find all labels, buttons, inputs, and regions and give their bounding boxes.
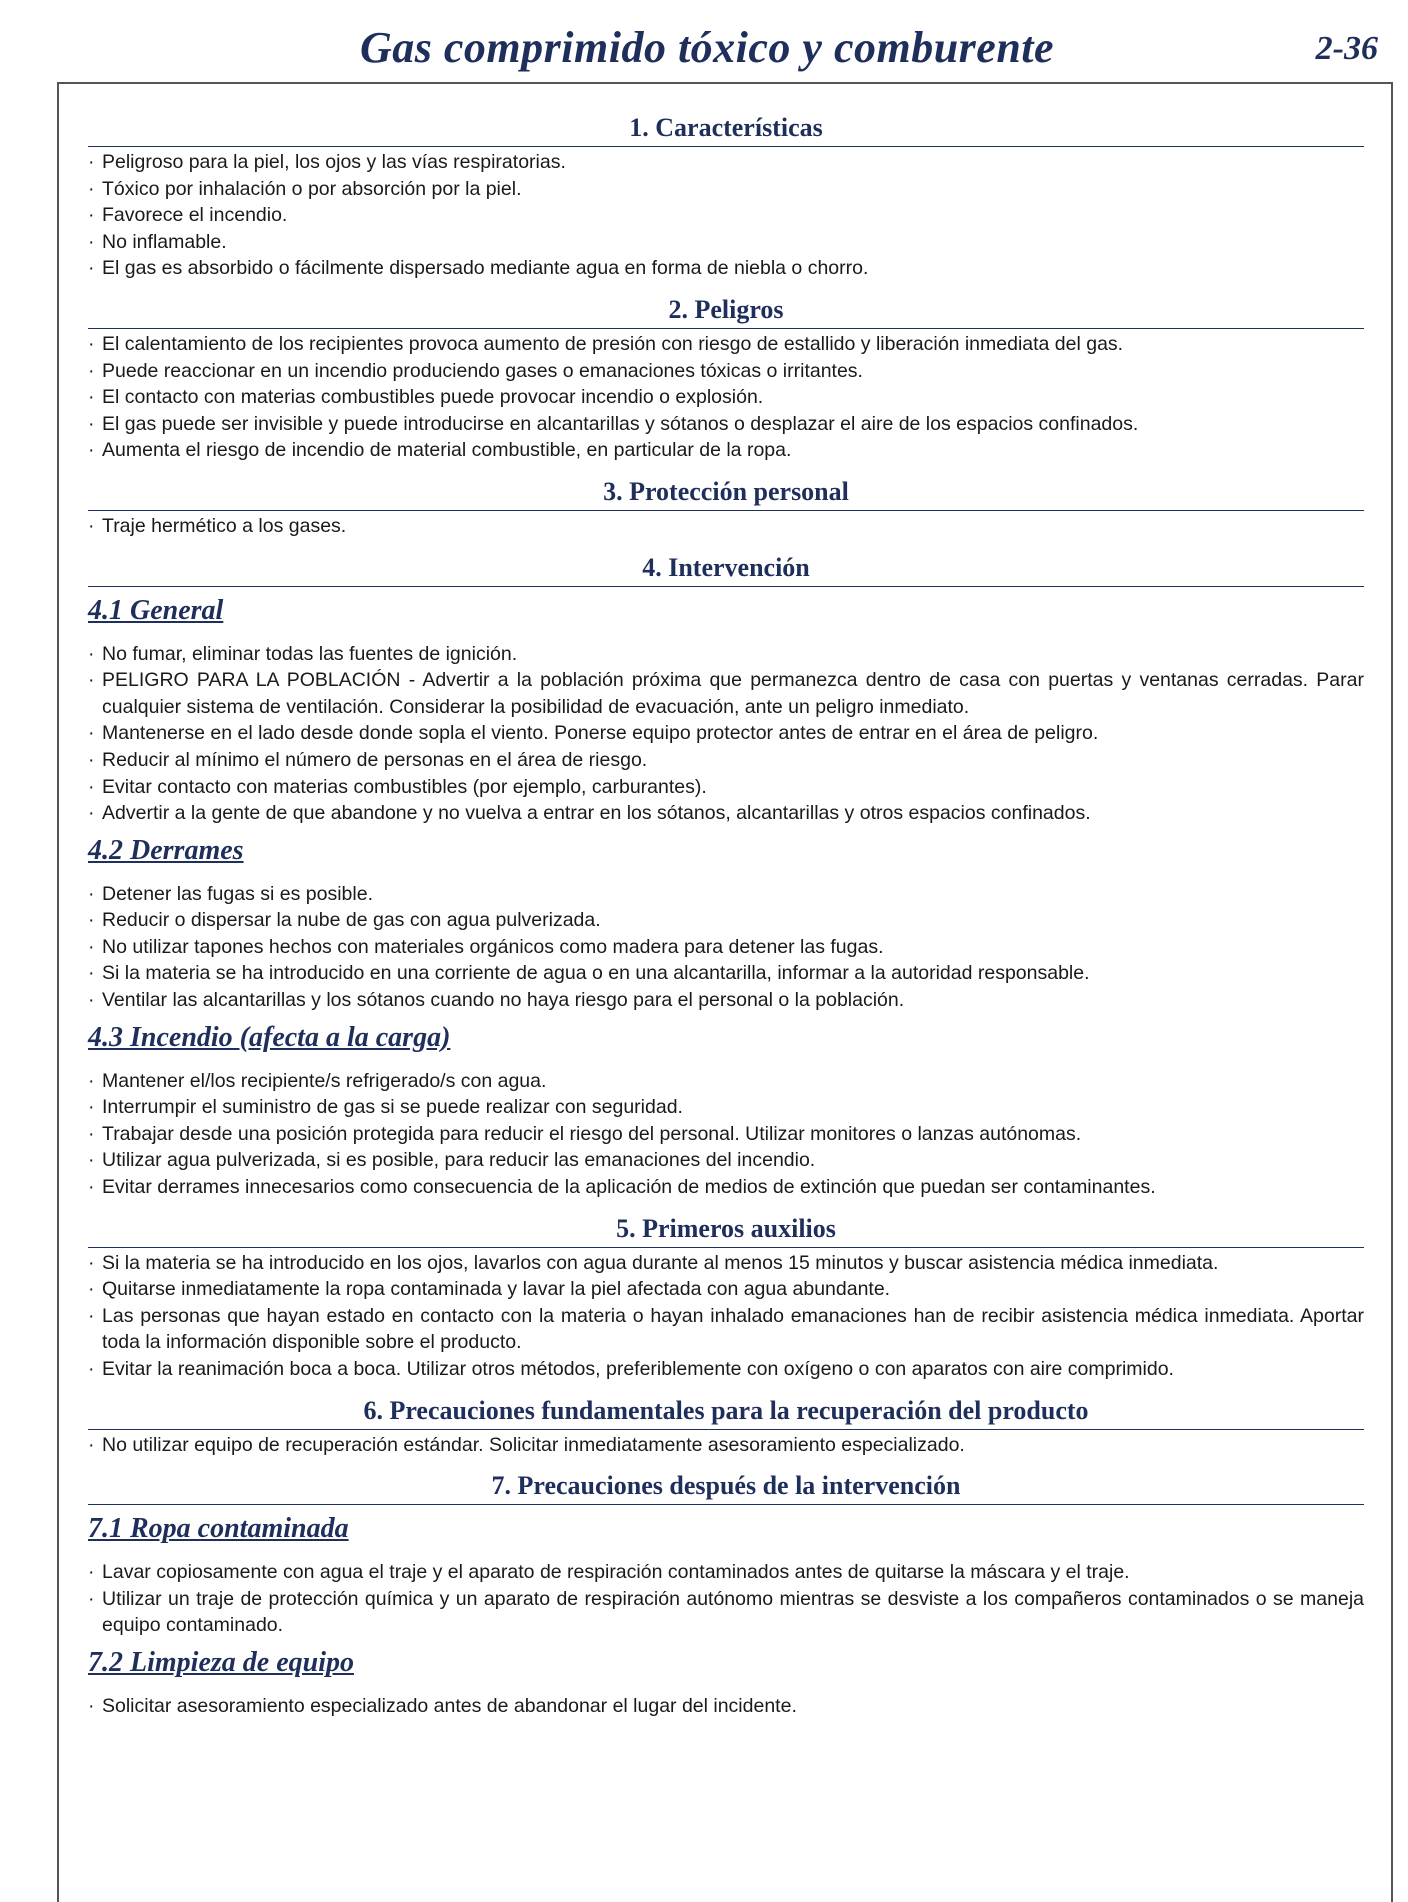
subsection-heading-ropa-contaminada: 7.1 Ropa contaminada — [88, 1513, 349, 1545]
list-item: · Evitar la reanimación boca a boca. Utilizar otros métodos, preferiblemente con oxígeno o con aparatos con aire comprimido. — [88, 1356, 1364, 1383]
list-item: · Mantenerse en el lado desde donde sopla el viento. Ponerse equipo protector antes de entrar en el área de peligro. — [88, 720, 1364, 747]
list-item: · No inflamable. — [88, 229, 1364, 256]
derrames-list — [88, 881, 1364, 1014]
proteccion-list — [88, 513, 1364, 540]
incendio-list — [88, 1068, 1364, 1201]
list-item: · Reducir o dispersar la nube de gas con agua pulverizada. — [88, 907, 1364, 934]
page-number: 2-36 — [1315, 30, 1378, 67]
list-item: · Trabajar desde una posición protegida para reducir el riesgo del personal. Utilizar monitores o lanzas autónomas. — [88, 1121, 1364, 1148]
list-item: · Peligroso para la piel, los ojos y las vías respiratorias. — [88, 149, 1364, 176]
list-item: · Interrumpir el suministro de gas si se puede realizar con seguridad. — [88, 1094, 1364, 1121]
section-heading-intervencion: 4. Intervención — [88, 552, 1364, 587]
list-item: · Evitar contacto con materias combustibles (por ejemplo, carburantes). — [88, 774, 1364, 801]
section-heading-primeros-auxilios: 5. Primeros auxilios — [88, 1213, 1364, 1248]
list-item: · Las personas que hayan estado en contacto con la materia o hayan inhalado emanaciones han de recibir asistencia médica inmediata. Aportar toda la información disponible sobre el producto. — [88, 1303, 1364, 1356]
list-item: · Favorece el incendio. — [88, 202, 1364, 229]
subsection-heading-limpieza-equipo: 7.2 Limpieza de equipo — [88, 1646, 354, 1678]
list-item: · Traje hermético a los gases. — [88, 513, 1364, 540]
limpieza-equipo-list — [88, 1693, 1364, 1720]
list-item: · Evitar derrames innecesarios como consecuencia de la aplicación de medios de extinción que puedan ser contaminantes. — [88, 1174, 1364, 1201]
subsection-heading-incendio: 4.3 Incendio (afecta a la carga) — [88, 1021, 451, 1053]
section-heading-caracteristicas: 1. Características — [88, 112, 1364, 147]
list-item: · Utilizar un traje de protección química y un aparato de respiración autónomo mientras se desviste a los compañeros contaminados o se maneja equipo contaminado. — [88, 1586, 1364, 1639]
precauciones-recuperacion-list — [88, 1432, 1364, 1459]
list-item: · El contacto con materias combustibles puede provocar incendio o explosión. — [88, 384, 1364, 411]
section-heading-precauciones-recuperacion: 6. Precauciones fundamentales para la recuperación del producto — [88, 1395, 1364, 1430]
section-heading-peligros: 2. Peligros — [88, 294, 1364, 329]
list-item: · Detener las fugas si es posible. — [88, 881, 1364, 908]
list-item: · El gas puede ser invisible y puede introducirse en alcantarillas y sótanos o desplazar el aire de los espacios confinados. — [88, 411, 1364, 438]
subsection-heading-derrames: 4.2 Derrames — [88, 834, 244, 866]
section-heading-precauciones-despues: 7. Precauciones después de la intervención — [88, 1470, 1364, 1505]
list-item: · El calentamiento de los recipientes provoca aumento de presión con riesgo de estallido y liberación inmediata del gas. — [88, 331, 1364, 358]
section-heading-proteccion-personal: 3. Protección personal — [88, 476, 1364, 511]
general-list — [88, 641, 1364, 827]
list-item: · Mantener el/los recipiente/s refrigerado/s con agua. — [88, 1068, 1364, 1095]
page-title: Gas comprimido tóxico y comburente — [360, 23, 1055, 72]
list-item: · Solicitar asesoramiento especializado antes de abandonar el lugar del incidente. — [88, 1693, 1364, 1720]
list-item: · No utilizar equipo de recuperación estándar. Solicitar inmediatamente asesoramiento especializado. — [88, 1432, 1364, 1459]
list-item: · Lavar copiosamente con agua el traje y el aparato de respiración contaminados antes de quitarse la máscara y el traje. — [88, 1559, 1364, 1586]
list-item: · Si la materia se ha introducido en una corriente de agua o en una alcantarilla, informar a la autoridad responsable. — [88, 960, 1364, 987]
page-header — [0, 18, 1408, 78]
ropa-contaminada-list — [88, 1559, 1364, 1639]
list-item: · Si la materia se ha introducido en los ojos, lavarlos con agua durante al menos 15 minutos y buscar asistencia médica inmediata. — [88, 1250, 1364, 1277]
list-item: · Ventilar las alcantarillas y los sótanos cuando no haya riesgo para el personal o la población. — [88, 987, 1364, 1014]
list-item: · Aumenta el riesgo de incendio de material combustible, en particular de la ropa. — [88, 437, 1364, 464]
document-body — [88, 112, 1364, 1720]
list-item: · Tóxico por inhalación o por absorción por la piel. — [88, 176, 1364, 203]
list-item: · No fumar, eliminar todas las fuentes de ignición. — [88, 641, 1364, 668]
list-item: · Puede reaccionar en un incendio produciendo gases o emanaciones tóxicas o irritantes. — [88, 358, 1364, 385]
list-item: · El gas es absorbido o fácilmente dispersado mediante agua en forma de niebla o chorro. — [88, 255, 1364, 282]
primeros-auxilios-list — [88, 1250, 1364, 1383]
subsection-heading-general: 4.1 General — [88, 594, 224, 626]
list-item: · Utilizar agua pulverizada, si es posible, para reducir las emanaciones del incendio. — [88, 1147, 1364, 1174]
list-item: · No utilizar tapones hechos con materiales orgánicos como madera para detener las fugas. — [88, 934, 1364, 961]
caracteristicas-list — [88, 149, 1364, 282]
list-item: · Quitarse inmediatamente la ropa contaminada y lavar la piel afectada con agua abundante. — [88, 1276, 1364, 1303]
list-item: · PELIGRO PARA LA POBLACIÓN - Advertir a la población próxima que permanezca dentro de casa con puertas y ventanas cerradas. Parar cualquier sistema de ventilación. Considerar la posibilidad de evacuación, ante un peligro inmediato. — [88, 667, 1364, 720]
list-item: · Advertir a la gente de que abandone y no vuelva a entrar en los sótanos, alcantarillas y otros espacios confinados. — [88, 800, 1364, 827]
peligros-list — [88, 331, 1364, 464]
list-item: · Reducir al mínimo el número de personas en el área de riesgo. — [88, 747, 1364, 774]
